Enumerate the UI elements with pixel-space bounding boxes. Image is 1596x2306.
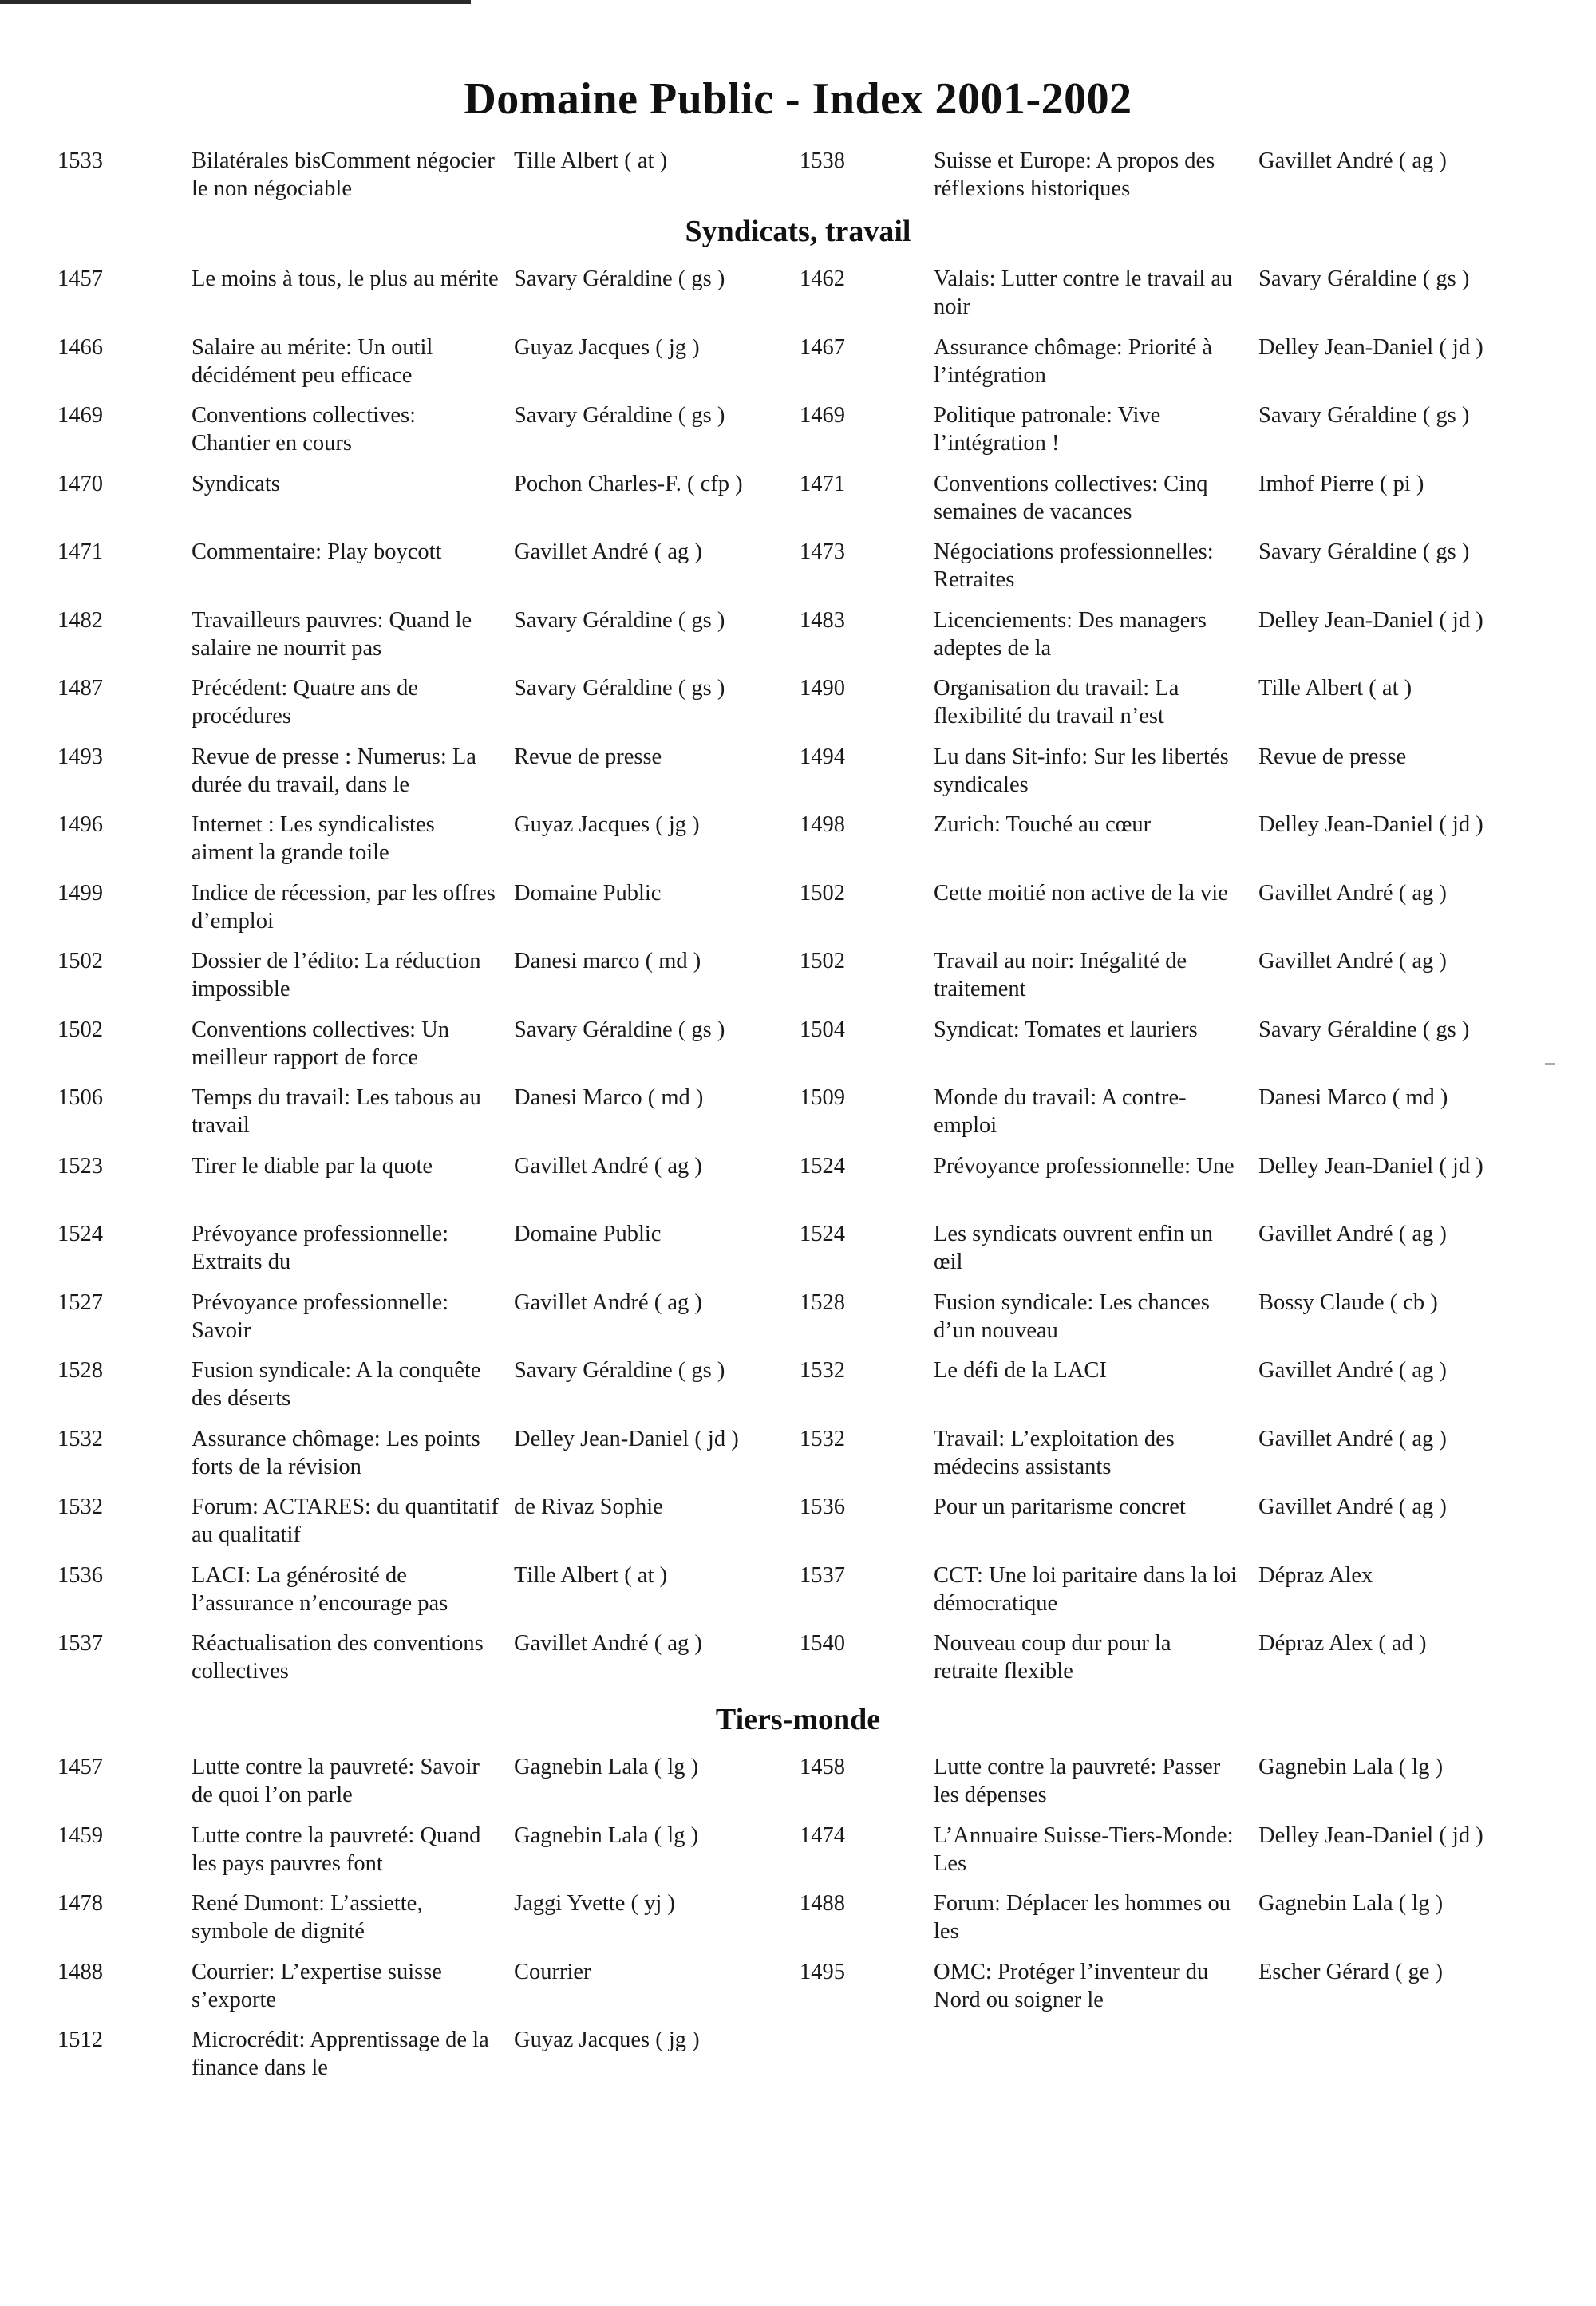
- entry-title: Fusion syndicale: Les chances d’un nouveau: [934, 1289, 1210, 1343]
- entry-author: Gavillet André ( ag ): [1258, 949, 1447, 973]
- section-heading: Syndicats, travail: [685, 215, 911, 248]
- entry-author: Savary Géraldine ( gs ): [514, 267, 725, 291]
- entry-author: Domaine Public: [514, 880, 662, 906]
- entry-title: Précédent: Quatre ans de procédures: [192, 676, 419, 729]
- entry-title: Pour un paritarisme concret: [934, 1495, 1186, 1519]
- entry-author: Guyaz Jacques ( jg ): [514, 2028, 700, 2052]
- entry-number: 1532: [57, 1426, 103, 1451]
- entry-author: Tille Albert ( at ): [1258, 676, 1412, 701]
- entry-title: L’Annuaire Suisse-Tiers-Monde: Les: [934, 1822, 1234, 1876]
- entry-number: 1459: [57, 1822, 103, 1848]
- entry-number: 1504: [800, 1017, 845, 1042]
- entry-title: Suisse et Europe: A propos des réflexions historiques: [934, 148, 1215, 201]
- entry-number: 1462: [800, 267, 845, 291]
- entry-title: Temps du travail: Les tabous au travail: [192, 1085, 481, 1138]
- entry-author: Savary Géraldine ( gs ): [514, 1017, 725, 1042]
- entry-title: Bilatérales bisComment négocier le non négociable: [192, 148, 495, 201]
- entry-title: Réactualisation des conventions collectives: [192, 1631, 484, 1684]
- entry-title: Tirer le diable par la quote: [192, 1153, 433, 1179]
- entry-author: Gavillet André ( ag ): [514, 1631, 702, 1656]
- entry-author: Tille Albert ( at ): [514, 1562, 668, 1588]
- entry-number: 1537: [57, 1631, 103, 1656]
- entry-number: 1466: [57, 334, 103, 360]
- entry-number: 1498: [800, 812, 845, 837]
- entry-author: Guyaz Jacques ( jg ): [514, 334, 700, 360]
- entry-title: Travailleurs pauvres: Quand le salaire ne nourrit pas: [192, 607, 472, 661]
- entry-number: 1473: [800, 539, 845, 564]
- entry-author: Revue de presse: [1258, 744, 1407, 769]
- entry-title: Négociations professionnelles: Retraites: [934, 539, 1214, 592]
- entry-number: 1488: [800, 1891, 845, 1916]
- entry-number: 1502: [800, 949, 845, 973]
- scan-mark: [1545, 1063, 1555, 1065]
- entry-author: Gavillet André ( ag ): [1258, 1222, 1447, 1246]
- entry-number: 1469: [57, 403, 103, 428]
- entry-author: Gagnebin Lala ( lg ): [514, 1822, 699, 1848]
- page-title: Domaine Public - Index 2001-2002: [464, 74, 1132, 124]
- entry-author: Pochon Charles-F. ( cfp ): [514, 471, 743, 496]
- entry-number: 1536: [800, 1495, 845, 1519]
- entry-title: Lutte contre la pauvreté: Quand les pays pauvres font: [192, 1822, 481, 1876]
- entry-number: 1467: [800, 334, 845, 360]
- entry-number: 1536: [57, 1562, 103, 1588]
- entry-number: 1524: [800, 1153, 845, 1179]
- entry-number: 1470: [57, 471, 103, 496]
- entry-title: Lutte contre la pauvreté: Passer les dépenses: [934, 1755, 1221, 1807]
- entry-number: 1524: [800, 1222, 845, 1246]
- entry-number: 1528: [800, 1289, 845, 1315]
- entry-author: Delley Jean-Daniel ( jd ): [1258, 812, 1483, 837]
- entry-author: Courrier: [514, 1959, 591, 1984]
- entry-title: CCT: Une loi paritaire dans la loi démocratique: [934, 1562, 1238, 1616]
- entry-author: Domaine Public: [514, 1222, 662, 1246]
- entry-author: Savary Géraldine ( gs ): [514, 403, 725, 428]
- entry-title: Revue de presse : Numerus: La durée du travail, dans le: [192, 744, 476, 797]
- entry-author: Gavillet André ( ag ): [514, 1153, 702, 1179]
- entry-number: 1469: [800, 403, 845, 428]
- entry-title: Dossier de l’édito: La réduction impossible: [192, 949, 481, 1001]
- entry-author: Imhof Pierre ( pi ): [1258, 471, 1424, 496]
- entry-number: 1493: [57, 744, 103, 769]
- entry-author: Gavillet André ( ag ): [1258, 880, 1447, 906]
- entry-author: Danesi Marco ( md ): [1258, 1085, 1448, 1110]
- entry-author: Dépraz Alex: [1258, 1562, 1373, 1588]
- entry-author: Delley Jean-Daniel ( jd ): [1258, 1822, 1483, 1848]
- entry-author: Savary Géraldine ( gs ): [1258, 1017, 1470, 1042]
- entry-number: 1524: [57, 1222, 103, 1246]
- entry-number: 1538: [800, 148, 845, 173]
- entry-title: Salaire au mérite: Un outil décidément peu efficace: [192, 334, 433, 388]
- entry-number: 1494: [800, 744, 845, 769]
- entry-title: Prévoyance professionnelle: Une: [934, 1153, 1235, 1179]
- entry-number: 1537: [800, 1562, 845, 1588]
- entry-title: Forum: Déplacer les hommes ou les: [934, 1891, 1231, 1944]
- entry-title: Travail au noir: Inégalité de traitement: [934, 949, 1187, 1001]
- entry-author: Savary Géraldine ( gs ): [1258, 267, 1470, 291]
- entry-title: Nouveau coup dur pour la retraite flexible: [934, 1631, 1171, 1684]
- entry-author: Gagnebin Lala ( lg ): [514, 1755, 699, 1779]
- entry-author: Delley Jean-Daniel ( jd ): [1258, 334, 1483, 360]
- entry-number: 1523: [57, 1153, 103, 1179]
- entry-title: Monde du travail: A contre-emploi: [934, 1085, 1187, 1138]
- entry-number: 1495: [800, 1959, 845, 1984]
- entry-number: 1532: [57, 1495, 103, 1519]
- entry-number: 1502: [57, 949, 103, 973]
- entry-title: Zurich: Touché au cœur: [934, 812, 1152, 837]
- entry-author: Danesi Marco ( md ): [514, 1085, 704, 1110]
- entry-number: 1478: [57, 1891, 103, 1916]
- entry-number: 1532: [800, 1426, 845, 1451]
- entry-number: 1488: [57, 1959, 103, 1984]
- entry-title: Lutte contre la pauvreté: Savoir de quoi l’on parle: [192, 1755, 480, 1807]
- entry-number: 1471: [57, 539, 103, 564]
- entry-title: Politique patronale: Vive l’intégration !: [934, 403, 1161, 456]
- entry-author: de Rivaz Sophie: [514, 1495, 663, 1519]
- entry-number: 1512: [57, 2028, 103, 2052]
- entry-number: 1528: [57, 1358, 103, 1383]
- entry-number: 1532: [800, 1358, 845, 1383]
- entry-number: 1499: [57, 880, 103, 906]
- entry-number: 1474: [800, 1822, 845, 1848]
- entry-title: Syndicats: [192, 471, 280, 496]
- entry-number: 1502: [800, 880, 845, 906]
- entry-author: Tille Albert ( at ): [514, 148, 668, 173]
- entry-title: Conventions collectives: Un meilleur rapport de force: [192, 1017, 449, 1070]
- entry-title: Cette moitié non active de la vie: [934, 880, 1228, 906]
- entry-title: Travail: L’exploitation des médecins assistants: [934, 1426, 1175, 1479]
- entry-author: Revue de presse: [514, 744, 662, 769]
- entry-author: Jaggi Yvette ( yj ): [514, 1891, 675, 1916]
- entry-title: Le moins à tous, le plus au mérite: [192, 267, 499, 291]
- entry-number: 1527: [57, 1289, 103, 1315]
- entry-number: 1457: [57, 1755, 103, 1779]
- entry-title: Forum: ACTARES: du quantitatif au qualitatif: [192, 1495, 499, 1547]
- entry-author: Escher Gérard ( ge ): [1258, 1959, 1444, 1984]
- entry-author: Danesi marco ( md ): [514, 949, 701, 973]
- entry-author: Gavillet André ( ag ): [1258, 148, 1447, 173]
- entry-title: Commentaire: Play boycott: [192, 539, 442, 564]
- entry-author: Gavillet André ( ag ): [514, 539, 702, 564]
- entry-title: Microcrédit: Apprentissage de la finance dans le: [192, 2028, 489, 2080]
- entry-title: Conventions collectives: Chantier en cours: [192, 403, 416, 456]
- entry-number: 1457: [57, 267, 103, 291]
- entry-title: Fusion syndicale: A la conquête des déserts: [192, 1358, 481, 1411]
- entry-title: Les syndicats ouvrent enfin un œil: [934, 1222, 1213, 1274]
- entry-title: Prévoyance professionnelle: Savoir: [192, 1289, 449, 1343]
- entry-number: 1487: [57, 676, 103, 701]
- entry-author: Gavillet André ( ag ): [514, 1289, 702, 1315]
- entry-author: Savary Géraldine ( gs ): [1258, 539, 1470, 564]
- entry-number: 1490: [800, 676, 845, 701]
- entry-number: 1483: [800, 607, 845, 633]
- entry-title: René Dumont: L’assiette, symbole de dignité: [192, 1891, 423, 1944]
- entry-author: Bossy Claude ( cb ): [1258, 1289, 1438, 1315]
- entry-title: Syndicat: Tomates et lauriers: [934, 1017, 1198, 1042]
- entry-author: Savary Géraldine ( gs ): [514, 676, 725, 701]
- entry-title: Indice de récession, par les offres d’emploi: [192, 880, 496, 934]
- entry-author: Savary Géraldine ( gs ): [514, 607, 725, 633]
- entry-author: Savary Géraldine ( gs ): [1258, 403, 1470, 428]
- entry-author: Gavillet André ( ag ): [1258, 1495, 1447, 1519]
- entry-number: 1482: [57, 607, 103, 633]
- entry-title: Licenciements: Des managers adeptes de la: [934, 607, 1207, 661]
- entry-number: 1458: [800, 1755, 845, 1779]
- entry-number: 1471: [800, 471, 845, 496]
- entry-title: Internet : Les syndicalistes aiment la grande toile: [192, 812, 435, 865]
- entry-number: 1496: [57, 812, 103, 837]
- entry-number: 1509: [800, 1085, 845, 1110]
- entry-title: Valais: Lutter contre le travail au noir: [934, 267, 1233, 319]
- top-rule: [0, 0, 471, 4]
- entry-title: OMC: Protéger l’inventeur du Nord ou soigner le: [934, 1959, 1209, 2012]
- entry-author: Delley Jean-Daniel ( jd ): [1258, 1153, 1483, 1179]
- entry-author: Gavillet André ( ag ): [1258, 1426, 1447, 1451]
- section-heading: Tiers-monde: [715, 1703, 881, 1736]
- entry-title: Assurance chômage: Les points forts de la révision: [192, 1426, 480, 1479]
- entry-author: Delley Jean-Daniel ( jd ): [1258, 607, 1483, 633]
- entry-number: 1540: [800, 1631, 845, 1656]
- entry-author: Gagnebin Lala ( lg ): [1258, 1755, 1444, 1779]
- entry-author: Delley Jean-Daniel ( jd ): [514, 1426, 739, 1451]
- entry-title: Prévoyance professionnelle: Extraits du: [192, 1222, 449, 1274]
- entry-title: LACI: La générosité de l’assurance n’encourage pas: [192, 1562, 448, 1616]
- entry-title: Le défi de la LACI: [934, 1358, 1107, 1383]
- entry-title: Organisation du travail: La flexibilité du travail n’est: [934, 676, 1179, 729]
- entry-number: 1506: [57, 1085, 103, 1110]
- entry-author: Dépraz Alex ( ad ): [1258, 1631, 1427, 1656]
- entry-author: Savary Géraldine ( gs ): [514, 1358, 725, 1383]
- entry-title: Courrier: L’expertise suisse s’exporte: [192, 1959, 442, 2012]
- entry-author: Gagnebin Lala ( lg ): [1258, 1891, 1444, 1916]
- entry-number: 1502: [57, 1017, 103, 1042]
- entry-title: Assurance chômage: Priorité à l’intégration: [934, 334, 1212, 388]
- entry-title: Conventions collectives: Cinq semaines de vacances: [934, 471, 1208, 524]
- entry-title: Lu dans Sit-info: Sur les libertés syndicales: [934, 744, 1229, 797]
- entry-author: Guyaz Jacques ( jg ): [514, 812, 700, 837]
- entry-number: 1533: [57, 148, 103, 173]
- entry-author: Gavillet André ( ag ): [1258, 1358, 1447, 1383]
